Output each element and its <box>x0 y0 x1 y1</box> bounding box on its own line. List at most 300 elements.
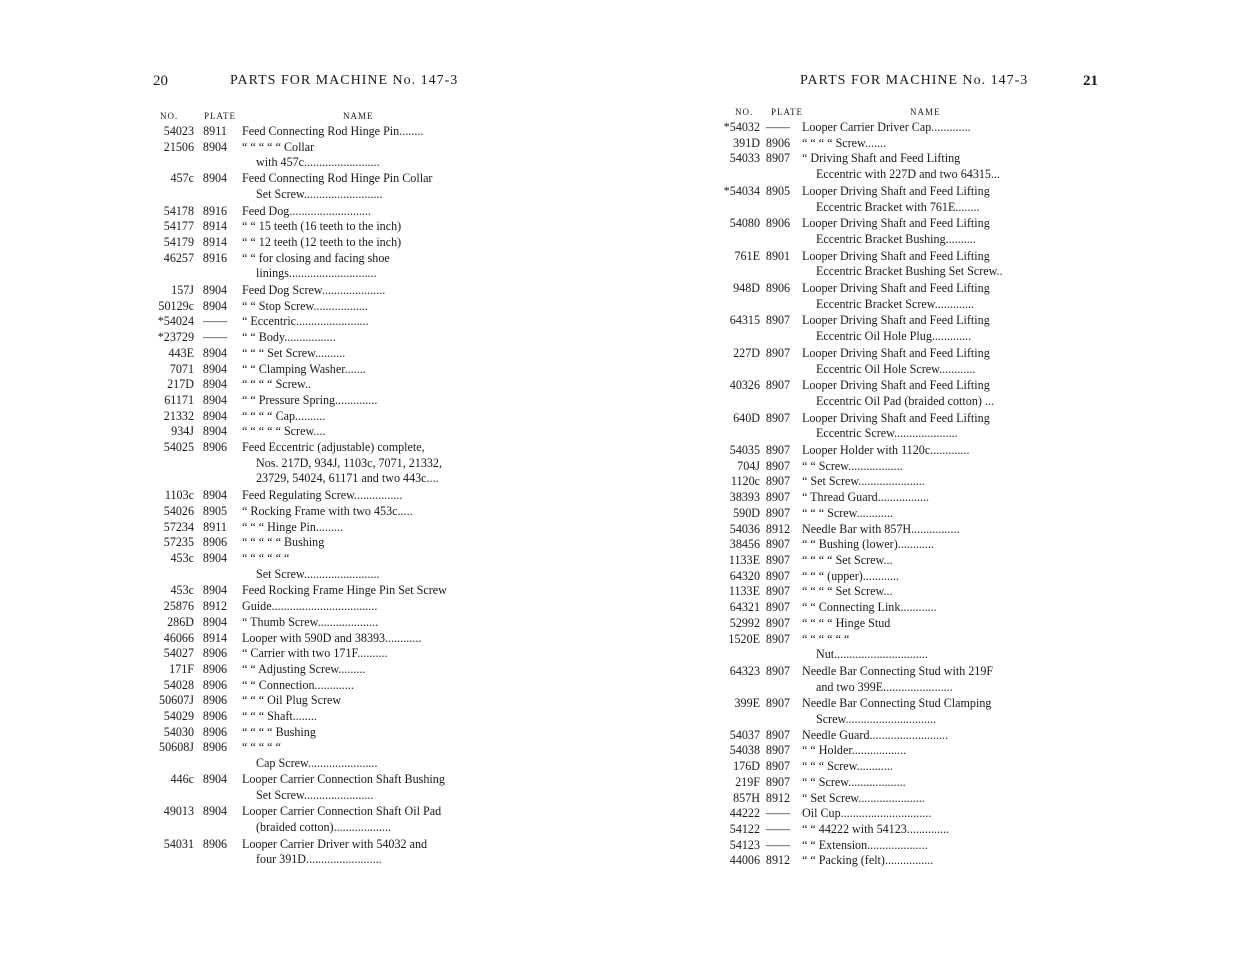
part-number: 64320 <box>729 568 760 583</box>
part-number: 1520E <box>728 631 760 646</box>
part-name: linings............................. <box>256 266 377 281</box>
part-name: “ “ “ “ Set Screw... <box>802 584 893 599</box>
plate-number: 8906 <box>202 740 228 755</box>
parts-list <box>150 124 500 868</box>
table-row <box>150 837 500 853</box>
table-row <box>716 136 1066 152</box>
header-no: NO. <box>160 111 179 121</box>
plate-number: 8907 <box>765 474 791 489</box>
table-row <box>716 346 1066 362</box>
part-number: 57234 <box>163 519 194 534</box>
part-number: 54036 <box>729 521 760 536</box>
part-number: 44222 <box>729 806 760 821</box>
part-number: 54080 <box>729 216 760 231</box>
plate-number: 8907 <box>765 631 791 646</box>
plate-number: 8904 <box>202 298 228 313</box>
table-row <box>150 631 500 647</box>
part-number: 54027 <box>163 646 194 661</box>
part-number: 54025 <box>163 440 194 455</box>
plate-number: 8906 <box>202 440 228 455</box>
part-number: 54038 <box>729 743 760 758</box>
part-name: Cap Screw....................... <box>256 756 378 771</box>
part-name: “ “ 12 teeth (12 teeth to the inch) <box>242 234 402 249</box>
part-name: Feed Rocking Frame Hinge Pin Set Screw <box>242 583 447 598</box>
right-page <box>620 0 1235 954</box>
plate-number: —— <box>765 806 791 821</box>
plate-number: 8907 <box>765 458 791 473</box>
part-number: 761E <box>734 248 760 263</box>
part-name: “ “ “ (upper)............ <box>802 568 900 583</box>
part-name: “ “ Body................. <box>242 330 336 345</box>
table-row <box>150 504 500 520</box>
plate-number: 8907 <box>765 443 791 458</box>
plate-number: 8904 <box>202 171 228 186</box>
plate-number: 8911 <box>203 519 227 534</box>
table-row-continuation <box>716 394 1066 410</box>
part-number: 934J <box>171 424 194 439</box>
table-row-continuation <box>150 567 500 583</box>
part-name: “ “ 44222 with 54123.............. <box>802 821 950 836</box>
part-name: “ “ Stop Screw.................. <box>242 298 368 313</box>
table-row <box>150 299 500 315</box>
part-number: 1103c <box>164 488 194 503</box>
plate-number: 8904 <box>202 408 228 423</box>
part-name: Set Screw......................... <box>256 566 380 581</box>
part-name: Looper Carrier Connection Shaft Bushing <box>242 771 445 786</box>
part-name: “ “ Screw................... <box>802 774 906 789</box>
part-name: Looper with 590D and 38393............ <box>242 630 422 645</box>
table-row <box>716 632 1066 648</box>
part-number: 54028 <box>163 677 194 692</box>
table-row <box>716 664 1066 680</box>
table-row <box>716 537 1066 553</box>
part-name: Looper Carrier Driver Cap............. <box>802 120 971 134</box>
table-row <box>150 740 500 756</box>
table-row <box>716 216 1066 232</box>
plate-number: 8907 <box>765 378 791 393</box>
plate-number: 8907 <box>765 663 791 678</box>
header-plate: PLATE <box>771 107 803 117</box>
table-row <box>150 409 500 425</box>
part-number: 38393 <box>729 490 760 505</box>
plate-number: 8904 <box>202 392 228 407</box>
plate-number: 8914 <box>202 234 228 249</box>
plate-number: 8907 <box>765 552 791 567</box>
plate-number: 8914 <box>202 219 228 234</box>
plate-number: 8904 <box>202 424 228 439</box>
plate-number: —— <box>202 330 228 345</box>
part-name: “ “ for closing and facing shoe <box>242 250 390 265</box>
plate-number: 8907 <box>765 696 791 711</box>
part-name: “ “ “ Oil Plug Screw <box>242 693 342 708</box>
part-number: 54179 <box>163 234 194 249</box>
table-row <box>716 490 1066 506</box>
part-name: “ “ “ “ “ Collar <box>242 139 315 154</box>
plate-number: 8906 <box>765 281 791 296</box>
part-number: 54122 <box>729 821 760 836</box>
table-row-continuation <box>716 680 1066 696</box>
part-number: 948D <box>733 281 760 296</box>
table-row <box>150 599 500 615</box>
table-row <box>716 553 1066 569</box>
part-name: “ “ “ “ Cap.......... <box>242 408 326 423</box>
table-row <box>150 709 500 725</box>
page-number: 20 <box>153 73 168 89</box>
part-name: Guide................................... <box>242 599 378 614</box>
part-name: “ “ Bushing (lower)............ <box>802 537 934 552</box>
table-row <box>150 424 500 440</box>
part-name: Needle Bar Connecting Stud with 219F <box>802 663 994 678</box>
part-name: “ “ 15 teeth (16 teeth to the inch) <box>242 219 402 234</box>
part-name: Eccentric Bracket Screw............. <box>816 296 975 311</box>
part-name: “ “ “ “ “ <box>242 740 281 755</box>
part-number: 44006 <box>729 853 760 868</box>
part-number: 704J <box>737 458 760 473</box>
part-name: “ “ “ Screw............ <box>802 759 893 774</box>
table-row <box>716 806 1066 822</box>
plate-number: 8904 <box>202 345 228 360</box>
table-row <box>150 693 500 709</box>
table-row-continuation <box>716 264 1066 280</box>
table-row-continuation <box>716 167 1066 183</box>
plate-number: 8907 <box>765 584 791 599</box>
part-name: “ Eccentric........................ <box>242 314 369 329</box>
part-name: Looper Carrier Connection Shaft Oil Pad <box>242 804 442 819</box>
table-row <box>716 120 1066 136</box>
part-name: Set Screw....................... <box>256 787 374 802</box>
plate-number: 8907 <box>765 568 791 583</box>
table-row-continuation <box>716 647 1066 663</box>
table-row-continuation <box>150 471 500 487</box>
plate-number: 8907 <box>765 727 791 742</box>
plate-number: 8907 <box>765 537 791 552</box>
part-number: 50608J <box>159 740 194 755</box>
plate-number: —— <box>765 837 791 852</box>
part-number: 219F <box>735 774 760 789</box>
table-row <box>716 822 1066 838</box>
part-name: Feed Regulating Screw................ <box>242 488 403 503</box>
table-row <box>716 443 1066 459</box>
part-name: Looper Driving Shaft and Feed Lifting <box>802 378 990 393</box>
part-name: Feed Eccentric (adjustable) complete, <box>242 440 425 455</box>
part-number: 457c <box>170 171 194 186</box>
header-name: NAME <box>910 107 941 117</box>
part-name: Looper Holder with 1120c............. <box>802 443 970 458</box>
part-number: 54177 <box>163 219 194 234</box>
part-name: “ “ Holder.................. <box>802 743 907 758</box>
plate-number: 8907 <box>765 410 791 425</box>
table-row <box>150 171 500 187</box>
page-title: PARTS FOR MACHINE No. 147-3 <box>230 73 459 88</box>
plate-number: 8904 <box>202 771 228 786</box>
table-row <box>150 393 500 409</box>
part-number: 443E <box>168 345 194 360</box>
table-row <box>150 219 500 235</box>
part-name: Looper Driving Shaft and Feed Lifting <box>802 183 990 198</box>
part-number: 46066 <box>163 630 194 645</box>
table-row-continuation <box>716 329 1066 345</box>
part-name: Needle Bar with 857H................ <box>802 521 960 536</box>
part-number: 50129c <box>158 298 194 313</box>
part-name: (braided cotton)................... <box>256 819 392 834</box>
table-row-continuation <box>150 456 500 472</box>
part-number: 64315 <box>729 313 760 328</box>
part-name: “ Set Screw...................... <box>802 790 925 805</box>
part-number: 453c <box>170 583 194 598</box>
plate-number: 8912 <box>202 599 228 614</box>
part-name: “ “ “ Screw............ <box>802 505 893 520</box>
plate-number: 8907 <box>765 743 791 758</box>
part-name: “ “ Connection............. <box>242 677 354 692</box>
table-row <box>150 804 500 820</box>
part-name: Looper Driving Shaft and Feed Lifting <box>802 410 990 425</box>
part-number: 54037 <box>729 727 760 742</box>
part-name: “ “ “ “ “ Screw.... <box>242 424 326 439</box>
part-name: “ “ “ Set Screw.......... <box>242 345 346 360</box>
part-name: “ Thread Guard................. <box>802 490 930 505</box>
part-name: Looper Driving Shaft and Feed Lifting <box>802 281 990 296</box>
part-name: “ “ “ “ “ Bushing <box>242 535 325 550</box>
part-name: “ “ “ Hinge Pin......... <box>242 519 344 534</box>
table-row <box>716 281 1066 297</box>
part-name: “ Thumb Screw.................... <box>242 614 379 629</box>
plate-number: 8904 <box>202 583 228 598</box>
table-row <box>716 522 1066 538</box>
table-row <box>716 411 1066 427</box>
part-number: *23729 <box>157 330 194 345</box>
part-number: 46257 <box>163 250 194 265</box>
part-name: with 457c......................... <box>256 155 380 170</box>
table-row <box>716 853 1066 869</box>
plate-number: 8914 <box>202 630 228 645</box>
table-row-continuation <box>150 187 500 203</box>
table-row <box>150 251 500 267</box>
part-name: Eccentric with 227D and two 64315... <box>816 167 1001 182</box>
plate-number: —— <box>765 120 791 134</box>
table-row <box>150 283 500 299</box>
table-row <box>150 772 500 788</box>
part-number: 40326 <box>729 378 760 393</box>
table-row <box>150 615 500 631</box>
table-row <box>716 759 1066 775</box>
plate-number: 8907 <box>765 759 791 774</box>
part-name: 23729, 54024, 61171 and two 443c.... <box>256 471 439 486</box>
plate-number: 8904 <box>202 361 228 376</box>
part-number: 21506 <box>163 139 194 154</box>
plate-number: 8907 <box>765 313 791 328</box>
parts-list <box>716 120 1066 869</box>
table-row <box>716 696 1066 712</box>
part-name: “ “ Clamping Washer....... <box>242 361 366 376</box>
part-name: four 391D......................... <box>256 852 382 867</box>
plate-number: 8906 <box>202 661 228 676</box>
plate-number: 8905 <box>765 183 791 198</box>
table-row <box>150 678 500 694</box>
part-number: 399E <box>734 696 760 711</box>
plate-number: 8904 <box>202 283 228 298</box>
plate-number: 8906 <box>202 693 228 708</box>
part-number: 57235 <box>163 535 194 550</box>
part-number: 157J <box>171 283 194 298</box>
table-row <box>150 662 500 678</box>
part-number: 38456 <box>729 537 760 552</box>
part-name: Eccentric Bracket Bushing Set Screw.. <box>816 264 1003 279</box>
table-row <box>150 204 500 220</box>
part-name: Feed Dog........................... <box>242 203 371 218</box>
part-name: “ Set Screw...................... <box>802 474 925 489</box>
table-row <box>150 346 500 362</box>
part-name: Eccentric Oil Hole Plug............. <box>816 329 972 344</box>
plate-number: 8901 <box>765 248 791 263</box>
plate-number: 8907 <box>765 345 791 360</box>
table-row <box>150 314 500 330</box>
table-row <box>150 330 500 346</box>
part-name: Eccentric Bracket Bushing.......... <box>816 231 976 246</box>
part-number: 227D <box>733 345 760 360</box>
table-row <box>716 728 1066 744</box>
part-number: 54035 <box>729 443 760 458</box>
table-row <box>716 616 1066 632</box>
plate-number: 8907 <box>765 490 791 505</box>
part-number: *54024 <box>157 314 194 329</box>
header-name: NAME <box>343 111 374 121</box>
plate-number: 8904 <box>202 377 228 392</box>
table-row <box>716 838 1066 854</box>
part-number: 54023 <box>163 124 194 138</box>
part-name: “ “ “ “ Screw....... <box>802 135 887 150</box>
part-name: Looper Driving Shaft and Feed Lifting <box>802 216 990 231</box>
table-row <box>150 488 500 504</box>
table-row <box>150 646 500 662</box>
plate-number: 8912 <box>765 790 791 805</box>
plate-number: 8916 <box>202 250 228 265</box>
plate-number: 8904 <box>202 614 228 629</box>
part-number: *54034 <box>723 183 760 198</box>
table-row-continuation <box>150 266 500 282</box>
plate-number: —— <box>765 821 791 836</box>
table-row <box>716 743 1066 759</box>
part-name: “ Rocking Frame with two 453c..... <box>242 503 413 518</box>
plate-number: 8911 <box>203 124 227 138</box>
part-name: Screw.............................. <box>816 712 937 727</box>
part-number: 446c <box>170 771 194 786</box>
table-row <box>716 791 1066 807</box>
part-number: 21332 <box>163 408 194 423</box>
table-row <box>716 459 1066 475</box>
part-number: 1133E <box>728 584 760 599</box>
part-number: 171F <box>169 661 194 676</box>
part-name: Feed Connecting Rod Hinge Pin........ <box>242 124 424 138</box>
part-name: Eccentric Oil Pad (braided cotton) ... <box>816 393 994 408</box>
table-row <box>150 362 500 378</box>
table-row-continuation <box>716 200 1066 216</box>
part-number: 52992 <box>729 615 760 630</box>
part-number: 7071 <box>169 361 194 376</box>
part-name: Looper Carrier Driver with 54032 and <box>242 836 428 851</box>
header-no: NO. <box>735 107 754 117</box>
part-number: 590D <box>733 505 760 520</box>
table-row <box>150 440 500 456</box>
part-name: Eccentric Oil Hole Screw............ <box>816 361 976 376</box>
part-number: 640D <box>733 410 760 425</box>
table-row <box>716 775 1066 791</box>
part-name: Eccentric Screw..................... <box>816 426 958 441</box>
plate-number: 8907 <box>765 151 791 166</box>
part-name: “ “ Pressure Spring.............. <box>242 392 378 407</box>
part-name: Needle Bar Connecting Stud Clamping <box>802 696 992 711</box>
table-row <box>150 583 500 599</box>
part-name: Oil Cup.............................. <box>802 806 932 821</box>
table-row <box>716 474 1066 490</box>
part-number: 453c <box>170 550 194 565</box>
part-number: 54029 <box>163 709 194 724</box>
plate-number: 8906 <box>765 216 791 231</box>
part-name: “ “ Extension.................... <box>802 837 928 852</box>
part-name: Feed Connecting Rod Hinge Pin Collar <box>242 171 433 186</box>
table-row <box>150 235 500 251</box>
part-name: and two 399E....................... <box>816 679 953 694</box>
part-number: 857H <box>733 790 760 805</box>
part-name: Looper Driving Shaft and Feed Lifting <box>802 248 990 263</box>
table-row <box>150 725 500 741</box>
plate-number: 8907 <box>765 615 791 630</box>
part-name: Eccentric Bracket with 761E........ <box>816 199 980 214</box>
table-row <box>716 313 1066 329</box>
part-name: “ “ “ “ “ “ <box>802 631 850 646</box>
part-number: 54033 <box>729 151 760 166</box>
part-number: 1120c <box>730 474 760 489</box>
table-row-continuation <box>150 852 500 868</box>
part-name: “ Driving Shaft and Feed Lifting <box>802 151 961 166</box>
table-row-continuation <box>716 297 1066 313</box>
table-row-continuation <box>716 362 1066 378</box>
plate-number: 8906 <box>202 646 228 661</box>
part-number: 286D <box>167 614 194 629</box>
plate-number: 8904 <box>202 139 228 154</box>
part-name: “ “ “ “ Set Screw... <box>802 552 893 567</box>
plate-number: 8906 <box>202 836 228 851</box>
table-row-continuation <box>716 712 1066 728</box>
plate-number: 8907 <box>765 774 791 789</box>
table-row-continuation <box>150 155 500 171</box>
plate-number: 8906 <box>202 677 228 692</box>
table-row-continuation <box>716 426 1066 442</box>
table-row <box>716 151 1066 167</box>
plate-number: 8906 <box>202 535 228 550</box>
part-number: 54178 <box>163 203 194 218</box>
part-name: Looper Driving Shaft and Feed Lifting <box>802 345 990 360</box>
plate-number: 8906 <box>202 724 228 739</box>
plate-number: 8904 <box>202 550 228 565</box>
table-row <box>716 569 1066 585</box>
part-name: “ “ “ “ Bushing <box>242 724 316 739</box>
table-row-continuation <box>716 232 1066 248</box>
part-number: 49013 <box>163 804 194 819</box>
part-number: 176D <box>733 759 760 774</box>
part-number: 217D <box>167 377 194 392</box>
table-row <box>150 551 500 567</box>
part-number: 391D <box>733 135 760 150</box>
plate-number: —— <box>202 314 228 329</box>
part-number: 54123 <box>729 837 760 852</box>
plate-number: 8912 <box>765 521 791 536</box>
table-row <box>150 124 500 140</box>
table-row <box>716 184 1066 200</box>
plate-number: 8904 <box>202 488 228 503</box>
part-number: 54030 <box>163 724 194 739</box>
plate-number: 8907 <box>765 505 791 520</box>
part-number: 64321 <box>729 600 760 615</box>
